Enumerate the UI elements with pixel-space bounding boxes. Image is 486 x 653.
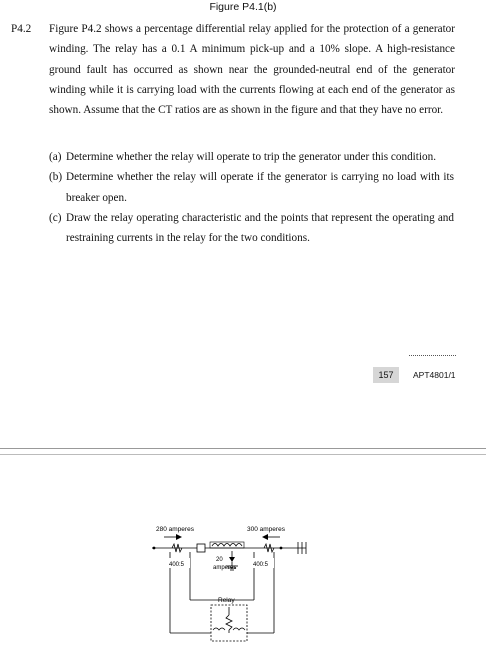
figure-caption: Figure P4.1(b) xyxy=(209,1,277,13)
part-text: Determine whether the relay will operate to trip the generator under this condition. xyxy=(66,151,436,163)
problem-number: P4.2 xyxy=(11,23,32,35)
terminal-dot-icon xyxy=(153,547,156,550)
right-ct-ratio: 400:5 xyxy=(253,562,269,568)
relay-circuit-diagram xyxy=(140,515,320,645)
left-current-arrow-icon xyxy=(164,534,182,540)
part-b xyxy=(49,167,454,208)
part-c xyxy=(49,208,454,249)
fault-arrow-icon xyxy=(229,551,235,562)
part-text: Determine whether the relay will operate if the generator is carrying no load with its breaker open. xyxy=(66,171,454,204)
left-current-label: 280 amperes xyxy=(156,526,194,533)
relay-label: Relay xyxy=(218,597,235,604)
generator-winding-icon xyxy=(210,542,244,548)
right-current-arrow-icon xyxy=(262,534,280,540)
document-code: APT4801/1 xyxy=(413,370,456,380)
page-number: 157 xyxy=(373,367,399,383)
problem-stem: Figure P4.2 shows a percentage differential relay applied for the protection of a generator winding. The relay has a 0.1 A minimum pick-up and a 10% slope. A high-resistance ground fault has occurred as shown near the grounded-neutral end of the generator winding while it is carrying load with the currents flowing at each end of the generator as shown. Assume that the CT ratios are as shown in the figure and that they have no error. xyxy=(49,23,455,117)
part-text: Draw the relay operating characteristic and the points that represent the operating and restraining currents in the relay for the two conditions. xyxy=(66,211,454,245)
part-label: (c) xyxy=(49,211,62,224)
page-divider xyxy=(0,448,486,449)
left-ct-ratio: 400:5 xyxy=(169,562,185,568)
signature-line xyxy=(409,355,456,356)
right-current-label: 300 amperes xyxy=(247,526,285,533)
part-label: (a) xyxy=(49,151,62,163)
fault-current-value: 20 xyxy=(216,557,223,563)
problem-statement xyxy=(11,19,455,120)
fault-current-unit: amperes xyxy=(213,565,237,571)
page-divider xyxy=(0,454,486,455)
problem-parts xyxy=(49,147,454,248)
part-label: (b) xyxy=(49,171,63,184)
part-a xyxy=(49,147,454,167)
terminal-dot-icon xyxy=(280,547,283,550)
neutral-resistor-icon xyxy=(197,544,205,552)
